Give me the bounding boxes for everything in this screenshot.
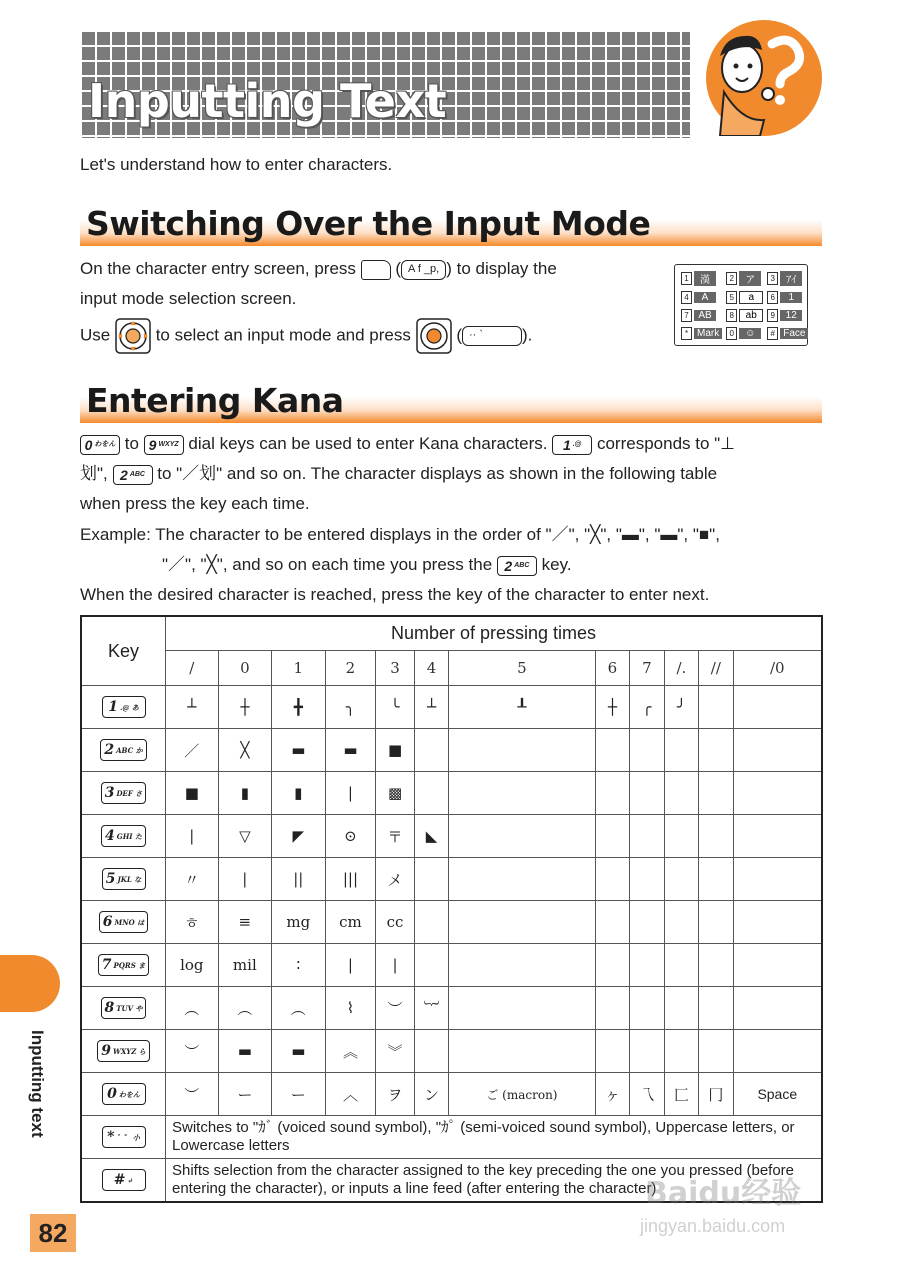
table-cell — [630, 1030, 664, 1073]
table-cell: ╭ — [630, 686, 664, 729]
key-icon — [101, 997, 147, 1019]
mode-option-label: ☺ — [739, 328, 761, 339]
s2-example-line1: Example: The character to be entered displays in the order of "／", "╳", "▬", "▬", "■", — [80, 525, 720, 544]
table-description: Shifts selection from the character assigned to the key preceding the one you pressed (before entering the character), or inputs a line feed (after entering the character) — [166, 1159, 823, 1203]
table-cell: ご (macron) — [449, 1073, 595, 1116]
key-sub-label: PQRS ま — [113, 960, 146, 970]
key-icon — [101, 782, 147, 804]
key-sub-label: GHI た — [116, 831, 143, 841]
table-cell: ■ — [166, 772, 219, 815]
mode-option-number: 7 — [681, 309, 692, 322]
table-cell — [699, 858, 733, 901]
key-sub-label: JKL な — [117, 874, 142, 884]
softkey-icon — [361, 260, 391, 280]
mode-option-label: ab — [739, 309, 763, 322]
column-header: 6 — [595, 651, 629, 686]
table-cell — [699, 815, 733, 858]
key-label: 7 — [101, 957, 112, 973]
table-cell: 冂 — [699, 1073, 733, 1116]
table-cell — [595, 1030, 629, 1073]
key-label: 8 — [104, 1000, 115, 1016]
table-cell — [414, 858, 448, 901]
table-cell — [630, 901, 664, 944]
s1-line3-end: ). — [522, 325, 533, 345]
table-cell — [630, 815, 664, 858]
table-cell: mg — [272, 901, 325, 944]
key-icon — [99, 911, 148, 933]
table-cell: ヶ — [595, 1073, 629, 1116]
table-cell: cc — [376, 901, 414, 944]
table-cell — [664, 1030, 698, 1073]
key-1: 1 .@ — [552, 435, 592, 455]
table-cell — [664, 772, 698, 815]
table-cell — [699, 729, 733, 772]
s2-line4: When the desired character is reached, press the key of the character to enter next. — [80, 585, 710, 604]
key-sub-label: ABC か — [116, 745, 143, 755]
mode-option — [726, 269, 763, 287]
table-cell: メ — [376, 858, 414, 901]
key-label: # — [113, 1172, 126, 1188]
key-cell — [81, 729, 166, 772]
table-cell — [664, 901, 698, 944]
mode-option — [681, 307, 722, 323]
key-icon — [102, 1083, 146, 1105]
table-cell: | — [325, 772, 376, 815]
table-cell — [630, 987, 664, 1030]
s1-line2: input mode selection screen. — [80, 289, 297, 308]
s2-line2-start: 划", — [80, 464, 108, 483]
table-cell: 匚 — [664, 1073, 698, 1116]
table-cell — [449, 858, 595, 901]
table-cell: || — [272, 858, 325, 901]
table-cell: ︿ — [325, 1073, 376, 1116]
key-cell — [81, 772, 166, 815]
key-icon — [101, 825, 146, 847]
mode-option-number: * — [681, 327, 692, 340]
s2-example-end: key. — [541, 555, 572, 574]
column-header: / — [166, 651, 219, 686]
table-cell — [733, 1030, 822, 1073]
table-cell — [699, 901, 733, 944]
table-cell: ┴ — [414, 686, 448, 729]
table-cell: ◣ — [414, 815, 448, 858]
hash-key-icon — [102, 1169, 146, 1191]
table-cell: ▬ — [218, 1030, 271, 1073]
table-cell: ┴ — [166, 686, 219, 729]
table-cell — [733, 772, 822, 815]
table-cell: ︸ — [414, 987, 448, 1030]
table-cell — [733, 729, 822, 772]
key-cell — [81, 987, 166, 1030]
column-header: 7 — [630, 651, 664, 686]
column-header: /0 — [733, 651, 822, 686]
s2-line1 — [80, 433, 735, 455]
table-cell — [449, 1030, 595, 1073]
key-label: 1 — [108, 699, 118, 715]
watermark-url: jingyan.baidu.com — [640, 1216, 786, 1236]
key-cell — [81, 1116, 166, 1159]
mode-option-number: 9 — [767, 309, 778, 322]
table-cell: ||| — [325, 858, 376, 901]
table-cell: ╯ — [664, 686, 698, 729]
key-2-example: 2 ABC — [497, 556, 537, 576]
s2-line2-text: to "／划" and so on. The character displays as shown in the following table — [157, 464, 718, 483]
table-cell: | — [325, 944, 376, 987]
table-cell: ▮ — [272, 772, 325, 815]
mode-option-label: AB — [694, 310, 716, 321]
table-cell — [630, 772, 664, 815]
table-cell: ╳ — [218, 729, 271, 772]
mode-option-label: 1 — [780, 292, 802, 303]
table-cell: ー — [272, 1073, 325, 1116]
table-count-header: Number of pressing times — [166, 616, 823, 651]
mode-option-number: 4 — [681, 291, 692, 304]
mode-option-label: a — [739, 291, 763, 304]
star-key-icon — [102, 1126, 146, 1148]
table-cell: mil — [218, 944, 271, 987]
table-cell: ︵ — [272, 987, 325, 1030]
mode-option — [726, 289, 763, 305]
key-cell — [81, 686, 166, 729]
key-label: 2 — [104, 742, 115, 758]
table-row — [81, 858, 822, 901]
table-cell: ┸ — [449, 686, 595, 729]
table-cell: ∶ — [272, 944, 325, 987]
table-cell — [595, 858, 629, 901]
key-cell — [81, 858, 166, 901]
table-cell — [699, 1030, 733, 1073]
key-cell — [81, 1159, 166, 1203]
key-sub-label: MNO は — [114, 917, 145, 927]
table-cell: ︾ — [376, 1030, 414, 1073]
key-9: 9 WXYZ — [144, 435, 184, 455]
key-sub-label: DEF さ — [116, 788, 143, 798]
key-icon — [100, 739, 146, 761]
mode-option-label: 12 — [780, 310, 802, 321]
section-title-entering-kana: Entering Kana — [80, 379, 822, 423]
table-cell: | — [376, 944, 414, 987]
table-cell — [595, 987, 629, 1030]
table-cell: ⌇ — [325, 987, 376, 1030]
table-cell — [449, 987, 595, 1030]
table-row — [81, 772, 822, 815]
table-cell — [630, 944, 664, 987]
key-cell — [81, 944, 166, 987]
column-header: 3 — [376, 651, 414, 686]
key-cell — [81, 815, 166, 858]
table-cell: ︶ — [376, 987, 414, 1030]
mode-option-label: ｱｲ — [780, 271, 802, 286]
mascot-icon — [702, 16, 826, 136]
key-cell — [81, 1073, 166, 1116]
table-cell — [699, 944, 733, 987]
table-cell — [699, 987, 733, 1030]
side-tab — [0, 955, 60, 1012]
table-cell: ヲ — [376, 1073, 414, 1116]
table-cell: ┼ — [218, 686, 271, 729]
key-label: 3 — [104, 785, 115, 801]
mode-option-label: ア — [739, 271, 761, 286]
mode-option-number: 0 — [726, 327, 737, 340]
key-label: 9 — [101, 1043, 111, 1059]
mode-option-number: 8 — [726, 309, 737, 322]
key-icon — [102, 868, 146, 890]
mode-option — [767, 269, 808, 287]
table-cell — [414, 944, 448, 987]
key-2: 2 ABC — [113, 465, 153, 485]
table-cell — [630, 729, 664, 772]
watermark-brand: Baidu经验 — [645, 1176, 802, 1211]
table-cell: ▬ — [325, 729, 376, 772]
table-row — [81, 686, 822, 729]
side-label: Inputting text — [28, 1030, 47, 1138]
mode-option-label: 漢 — [694, 271, 716, 286]
table-row — [81, 901, 822, 944]
s2-line2 — [80, 463, 717, 485]
s2-example-text: "／", "╳", and so on each time you press the — [162, 555, 493, 574]
table-cell: ︶ — [166, 1073, 219, 1116]
key-sub-label: .@ あ — [119, 702, 139, 712]
key-sub-label: WXYZ ら — [112, 1046, 146, 1056]
column-header: /. — [664, 651, 698, 686]
table-cell — [414, 729, 448, 772]
table-cell — [664, 858, 698, 901]
mode-option-label: Mark — [694, 328, 722, 339]
center-key-icon — [416, 318, 452, 354]
mode-option — [681, 325, 722, 341]
table-cell: 〒 — [376, 815, 414, 858]
table-cell — [595, 944, 629, 987]
mode-softkey-label: A f _p, — [401, 260, 446, 280]
table-cell — [664, 987, 698, 1030]
mode-option-number: 1 — [681, 272, 692, 285]
table-cell: ▩ — [376, 772, 414, 815]
column-header: 5 — [449, 651, 595, 686]
mode-option-label: Face — [780, 328, 808, 339]
table-row — [81, 1073, 822, 1116]
key-icon — [102, 696, 146, 718]
table-description: Switches to "ｶﾞ (voiced sound symbol), "ｶﾟ (semi-voiced sound symbol), Uppercase letters, or Lowercase letters — [166, 1116, 823, 1159]
table-cell — [664, 944, 698, 987]
key-icon — [97, 1040, 150, 1062]
s1-line3-use: Use — [80, 325, 111, 345]
table-cell: ┼ — [595, 686, 629, 729]
page-title: Inputting Text — [88, 74, 447, 128]
table-cell — [733, 944, 822, 987]
table-cell — [733, 987, 822, 1030]
table-cell — [414, 901, 448, 944]
mode-option — [726, 325, 763, 341]
table-cell: ▬ — [272, 729, 325, 772]
mode-option-label: A — [694, 292, 716, 303]
nav-key-icon — [115, 318, 151, 354]
table-cell — [733, 686, 822, 729]
s2-line1-end: corresponds to "⊥ — [596, 434, 735, 453]
table-cell: ／ — [166, 729, 219, 772]
table-row — [81, 815, 822, 858]
table-cell: ︶ — [166, 1030, 219, 1073]
table-cell: ー — [218, 1073, 271, 1116]
table-cell: ≡ — [218, 901, 271, 944]
table-cell: ㅎ — [166, 901, 219, 944]
table-cell — [449, 815, 595, 858]
table-cell — [699, 686, 733, 729]
table-cell — [733, 815, 822, 858]
s2-example-line2 — [162, 554, 572, 576]
table-cell — [595, 815, 629, 858]
table-cell: ︵ — [218, 987, 271, 1030]
s2-line1-text: dial keys can be used to enter Kana characters. — [188, 434, 548, 453]
key-cell — [81, 901, 166, 944]
key-icon — [98, 954, 149, 976]
column-header: 1 — [272, 651, 325, 686]
table-cell: | — [166, 815, 219, 858]
table-cell: 〃 — [166, 858, 219, 901]
table-cell: 乁 — [630, 1073, 664, 1116]
mode-option — [767, 325, 808, 341]
table-key-header: Key — [81, 616, 166, 686]
table-cell — [449, 729, 595, 772]
table-cell — [595, 729, 629, 772]
table-cell: ︽ — [325, 1030, 376, 1073]
table-cell — [595, 772, 629, 815]
s1-line1-text: On the character entry screen, press — [80, 259, 356, 278]
s2-line3: when press the key each time. — [80, 494, 310, 513]
table-cell — [449, 901, 595, 944]
key-0: 0 わをん — [80, 435, 120, 455]
mode-option — [681, 289, 722, 305]
table-cell — [733, 901, 822, 944]
table-cell: ⊙ — [325, 815, 376, 858]
mode-option — [726, 307, 763, 323]
table-cell: ◤ — [272, 815, 325, 858]
table-cell — [449, 944, 595, 987]
s1-line1: On the character entry screen, press ( A f _p, ) to display the — [80, 259, 557, 278]
table-row — [81, 1030, 822, 1073]
table-cell: log — [166, 944, 219, 987]
table-cell — [630, 858, 664, 901]
table-cell: ▽ — [218, 815, 271, 858]
mode-option-number: 6 — [767, 291, 778, 304]
table-row — [81, 944, 822, 987]
key-label: 4 — [104, 828, 115, 844]
select-softkey-label: ·· ` — [462, 326, 522, 346]
key-label: 6 — [102, 914, 113, 930]
key-sub-label: わをん — [118, 1089, 140, 1099]
s1-line3: Use to select an input mode and press ( ·· ` ). — [80, 318, 532, 354]
table-cell: ン — [414, 1073, 448, 1116]
mode-option — [767, 307, 808, 323]
table-cell: ╮ — [325, 686, 376, 729]
s2-to: to — [124, 434, 139, 453]
intro-text: Let's understand how to enter characters. — [80, 155, 393, 174]
mode-option-number: 5 — [726, 291, 737, 304]
key-label: 0 — [107, 1086, 117, 1102]
table-cell: ︵ — [166, 987, 219, 1030]
column-header: // — [699, 651, 733, 686]
table-row — [81, 729, 822, 772]
table-cell: Space — [733, 1073, 822, 1116]
s1-line1-end: ) to display the — [446, 259, 557, 278]
table-cell: cm — [325, 901, 376, 944]
table-cell — [414, 1030, 448, 1073]
mode-option-number: 3 — [767, 272, 778, 285]
table-row — [81, 987, 822, 1030]
kana-table — [80, 615, 823, 1203]
key-cell — [81, 1030, 166, 1073]
table-cell — [449, 772, 595, 815]
table-cell: ╰ — [376, 686, 414, 729]
s1-line3-text: to select an input mode and press — [155, 325, 411, 345]
table-cell — [664, 815, 698, 858]
table-cell — [595, 901, 629, 944]
column-header: 0 — [218, 651, 271, 686]
table-cell: | — [218, 858, 271, 901]
mode-option-number: 2 — [726, 272, 737, 285]
mode-option-number: # — [767, 327, 778, 340]
column-header: 4 — [414, 651, 448, 686]
page-number: 82 — [30, 1214, 76, 1252]
table-cell — [664, 729, 698, 772]
column-header: 2 — [325, 651, 376, 686]
table-cell: ╋ — [272, 686, 325, 729]
mode-option — [767, 289, 808, 305]
table-cell — [699, 772, 733, 815]
key-sub-label: ↵ — [127, 1175, 134, 1185]
table-cell — [414, 772, 448, 815]
mode-option — [681, 269, 722, 287]
key-sub-label: TUV や — [116, 1003, 143, 1013]
table-cell: ■ — [376, 729, 414, 772]
input-mode-screen — [674, 264, 808, 346]
table-cell: ▬ — [272, 1030, 325, 1073]
table-row — [81, 1116, 822, 1159]
key-sub-label: ゛゜ 小 — [116, 1132, 140, 1142]
table-cell: ▮ — [218, 772, 271, 815]
key-label: 5 — [105, 871, 116, 887]
key-label: * — [107, 1129, 115, 1145]
section-title-input-mode: Switching Over the Input Mode — [80, 202, 822, 246]
table-cell — [733, 858, 822, 901]
